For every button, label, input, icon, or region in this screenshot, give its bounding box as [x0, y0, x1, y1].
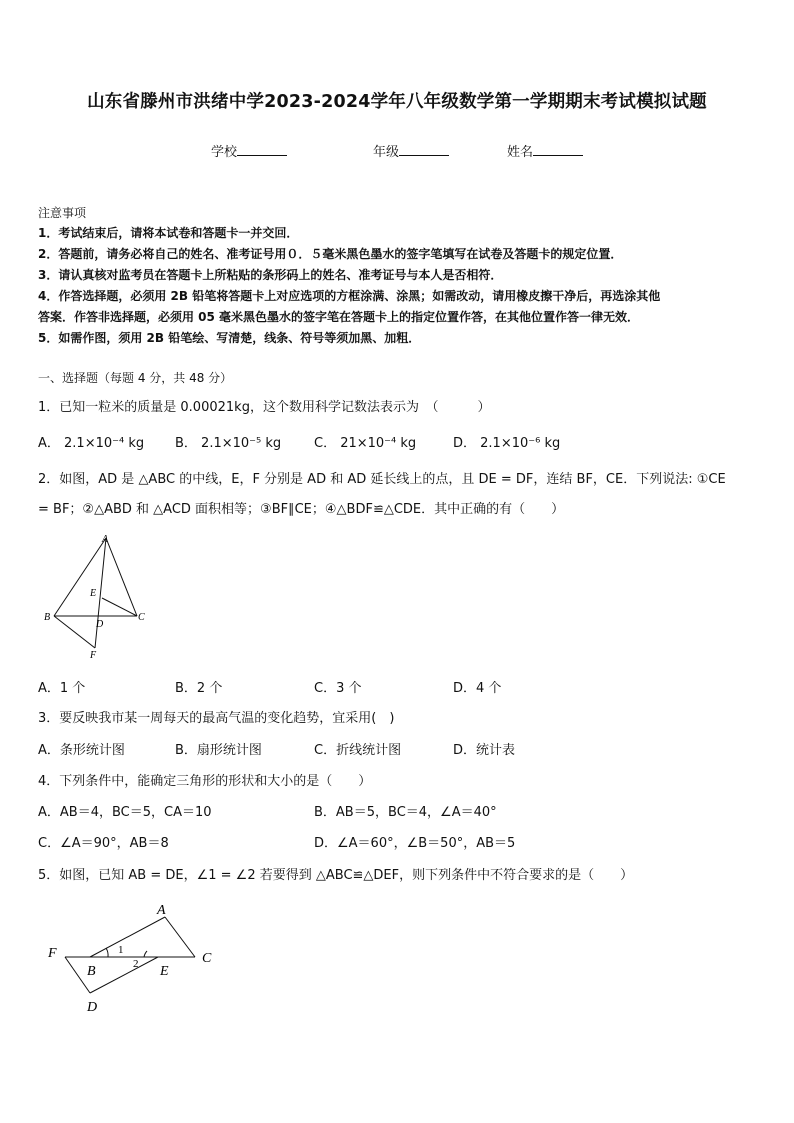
q3-option-d: D．统计表: [453, 743, 516, 758]
question-1-stem: 1．已知一粒米的质量是 0.00021kg，这个数用科学记数法表示为 （ ）: [38, 400, 491, 415]
q4-option-d: D．∠A＝60°，∠B＝50°，AB＝5: [314, 836, 516, 851]
page-title: 山东省滕州市洪绪中学2023-2024学年八年级数学第一学期期末考试模拟试题: [87, 92, 707, 112]
question-5-stem: 5．如图，已知 AB = DE，∠1 = ∠2 若要得到 △ABC≌△DEF，则下列条件中不符合要求的是（ ）: [38, 868, 634, 883]
label-c: C: [138, 612, 145, 623]
q4-option-c: C．∠A＝90°，AB＝8: [38, 836, 169, 851]
notice-item: 答案．作答非选择题，必须用 05 毫米黑色墨水的签字笔在答题卡上的指定位置作答，在其他位置作答一律无效．: [38, 310, 640, 324]
triangle-figure-q2: [40, 530, 160, 660]
q1-option-a: A． 2.1×10⁻⁴ kg: [38, 436, 145, 451]
school-field: 学校: [211, 141, 287, 160]
q3-option-c: C．折线统计图: [314, 743, 402, 758]
q1-option-b: B． 2.1×10⁻⁵ kg: [175, 436, 282, 451]
q4-option-b: B．AB＝5，BC＝4，∠A＝40°: [314, 805, 497, 820]
q1-option-d: D． 2.1×10⁻⁶ kg: [453, 436, 561, 451]
question-3-stem: 3．要反映我市某一周每天的最高气温的变化趋势，宜采用( ): [38, 711, 395, 726]
q2-option-c: C．3 个: [314, 681, 362, 696]
q3-option-b: B．扇形统计图: [175, 743, 262, 758]
label-c: C: [202, 951, 212, 966]
label-f: F: [90, 650, 97, 660]
question-4-stem: 4．下列条件中，能确定三角形的形状和大小的是（ ）: [38, 774, 372, 789]
grade-field: 年级: [373, 141, 449, 160]
label-d: D: [87, 1000, 98, 1015]
label-f: F: [48, 946, 57, 961]
label-e: E: [160, 964, 169, 979]
angle-1-label: 1: [118, 944, 124, 956]
triangle-figure-q5: [40, 895, 230, 1020]
angle-2-label: 2: [133, 958, 139, 970]
notice-item: 2．答题前，请务必将自己的姓名、准考证号用０．５毫米黑色墨水的签字笔填写在试卷及答题卡的规定位置．: [38, 247, 623, 261]
question-2-stem: 2．如图，AD 是 △ABC 的中线，E，F 分别是 AD 和 AD 延长线上的点，且 DE = DF，连结 BF，CE．下列说法: ①CE: [38, 472, 726, 487]
q4-option-a: A．AB＝4，BC＝5，CA＝10: [38, 805, 212, 820]
label-b: B: [87, 964, 96, 979]
label-a: A: [157, 903, 166, 918]
q2-option-d: D．4 个: [453, 681, 502, 696]
q2-option-b: B．2 个: [175, 681, 223, 696]
label-a: A: [102, 534, 109, 545]
q3-option-a: A．条形统计图: [38, 743, 125, 758]
notice-item: 1．考试结束后，请将本试卷和答题卡一并交回．: [38, 226, 299, 240]
q1-option-c: C． 21×10⁻⁴ kg: [314, 436, 417, 451]
name-field: 姓名: [507, 141, 583, 160]
question-2-stem-cont: = BF；②△ABD 和 △ACD 面积相等；③BF∥CE；④△BDF≌△CDE．其中正确的有（ ）: [38, 502, 565, 517]
notice-item: 4．作答选择题，必须用 2B 铅笔将答题卡上对应选项的方框涂满、涂黑；如需改动，请用橡皮擦干净后，再选涂其他: [38, 289, 661, 303]
section-heading: 一、选择题（每题 4 分，共 48 分）: [38, 371, 233, 385]
notice-heading: 注意事项: [38, 206, 87, 220]
label-b: B: [44, 612, 51, 623]
q2-option-a: A．1 个: [38, 681, 86, 696]
notice-item: 5．如需作图，须用 2B 铅笔绘、写清楚，线条、符号等须加黑、加粗．: [38, 331, 421, 345]
label-d: D: [96, 619, 104, 630]
notice-item: 3．请认真核对监考员在答题卡上所粘贴的条形码上的姓名、准考证号与本人是否相符．: [38, 268, 503, 282]
label-e: E: [90, 588, 97, 599]
